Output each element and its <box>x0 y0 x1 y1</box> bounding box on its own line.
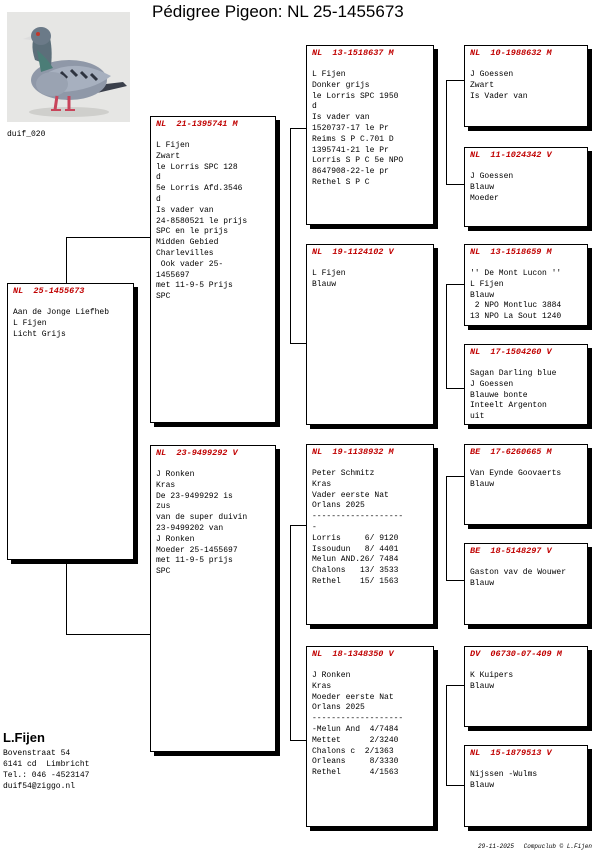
pigeon-photo <box>7 12 130 122</box>
connector-line <box>290 128 291 343</box>
pigeon-card-fmf <box>464 244 588 326</box>
pigeon-card-fff <box>464 45 588 127</box>
pigeon-details: J Goessen Blauw Moeder <box>470 172 514 203</box>
pigeon-card-mother-father <box>306 444 434 625</box>
connector-line <box>446 284 447 388</box>
ring-number: NL 18-1348350 V <box>312 649 394 659</box>
pigeon-details: L Fijen Blauw <box>312 269 346 289</box>
pigeon-card-mfm <box>464 543 588 625</box>
connector-line <box>66 560 67 634</box>
connector-line <box>446 685 464 686</box>
pigeon-details: Nijssen -Wulms Blauw <box>470 770 538 790</box>
pigeon-details: L Fijen Donker grijs le Lorris SPC 1950 d Is vader van 1520737-17 le Pr Reims S P C.701 D 1395741-21 le Pr Lorris S P C 5e NPO 8647908-22-le pr Rethel S P C <box>312 70 404 187</box>
pigeon-details: L Fijen Zwart le Lorris SPC 128 d 5e Lorris Afd.3546 d Is vader van 24-8580521 le prijs SPC en le prijs Midden Gebied Charlevilles Ook vader 25- 1455697 met 11-9-5 Prijs SPC <box>156 141 248 302</box>
print-date: 29-11-2025 <box>478 843 515 850</box>
pigeon-details: Van Eynde Goovaerts Blauw <box>470 469 562 489</box>
page-title: Pédigree Pigeon: NL 25-1455673 <box>152 2 404 21</box>
pigeon-card-ffm <box>464 147 588 227</box>
photo-caption: duif_020 <box>7 130 46 139</box>
pigeon-card-mmf <box>464 646 588 727</box>
ring-number: NL 25-1455673 <box>13 286 85 296</box>
pigeon-details: Gaston vav de Wouwer Blauw <box>470 568 567 588</box>
pigeon-details: '' De Mont Lucon '' L Fijen Blauw 2 NPO Montluc 3884 13 NPO La Sout 1240 <box>470 269 562 322</box>
footer-credit: Compuclub © L.Fijen <box>523 843 593 850</box>
ring-number: BE 18-5148297 V <box>470 546 552 556</box>
connector-line <box>446 80 464 81</box>
pigeon-card-mff <box>464 444 588 525</box>
pigeon-details: J Ronken Kras De 23-9499292 is zus van de super duivin 23-9499202 van J Ronken Moeder 25-1455697 met 11-9-5 prijs SPC <box>156 470 248 577</box>
ring-number: NL 13-1518659 M <box>470 247 552 257</box>
connector-line <box>446 284 464 285</box>
connector-line <box>446 580 464 581</box>
ring-number: BE 17-6260665 M <box>470 447 552 457</box>
ring-number: NL 23-9499292 V <box>156 448 238 458</box>
pigeon-details: J Ronken Kras Moeder eerste Nat Orlans 2025 ------------------- -Melun And 4/7484 Mettet 2/3240 Chalons c 2/1363 Orleans 8/3330 Rethel 4/1563 <box>312 671 404 778</box>
connector-line <box>446 476 464 477</box>
ring-number: NL 21-1395741 M <box>156 119 238 129</box>
connector-line <box>446 685 447 785</box>
connector-line <box>446 476 447 580</box>
owner-name: L.Fijen <box>3 730 45 745</box>
pigeon-details: Aan de Jonge Liefheb L Fijen Licht Grijs <box>13 308 110 339</box>
ring-number: NL 17-1504260 V <box>470 347 552 357</box>
owner-address: Bovenstraat 54 6141 cd Limbricht Tel.: 046 -4523147 duif54@ziggo.nl <box>3 749 90 791</box>
pigeon-card-fmm <box>464 344 588 425</box>
pigeon-details: J Goessen Zwart Is Vader van <box>470 70 528 101</box>
connector-line <box>446 184 464 185</box>
pigeon-card-father-father <box>306 45 434 225</box>
pigeon-card-father <box>150 116 276 423</box>
connector-line <box>290 525 291 740</box>
connector-line <box>446 80 447 184</box>
connector-line <box>66 634 150 635</box>
pigeon-card-mother <box>150 445 276 752</box>
ring-number: DV 06730-07-409 M <box>470 649 562 659</box>
owner-info <box>3 730 89 792</box>
connector-line <box>290 343 306 344</box>
ring-number: NL 10-1988632 M <box>470 48 552 58</box>
connector-line <box>446 388 464 389</box>
ring-number: NL 11-1024342 V <box>470 150 552 160</box>
pigeon-details: Sagan Darling blue J Goessen Blauwe bonte Inteelt Argenton uit <box>470 369 557 422</box>
connector-line <box>66 237 67 283</box>
pigeon-card-mother-mother <box>306 646 434 827</box>
ring-number: NL 19-1138932 M <box>312 447 394 457</box>
ring-number: NL 19-1124102 V <box>312 247 394 257</box>
connector-line <box>290 128 306 129</box>
connector-line <box>446 785 464 786</box>
connector-line <box>290 525 306 526</box>
footer <box>478 843 598 850</box>
pigeon-details: K Kuipers Blauw <box>470 671 514 691</box>
ring-number: NL 13-1518637 M <box>312 48 394 58</box>
pigeon-card-subject <box>7 283 134 560</box>
connector-line <box>290 740 306 741</box>
pigeon-card-mmm <box>464 745 588 827</box>
pigeon-card-father-mother <box>306 244 434 425</box>
ring-number: NL 15-1879513 V <box>470 748 552 758</box>
connector-line <box>66 237 150 238</box>
pigeon-details: Peter Schmitz Kras Vader eerste Nat Orlans 2025 ------------------- - Lorris 6/ 9120 Issoudun 8/ 4401 Melun AND.26/ 7484 Chalons 13/ 3533 Rethel 15/ 1563 <box>312 469 404 586</box>
